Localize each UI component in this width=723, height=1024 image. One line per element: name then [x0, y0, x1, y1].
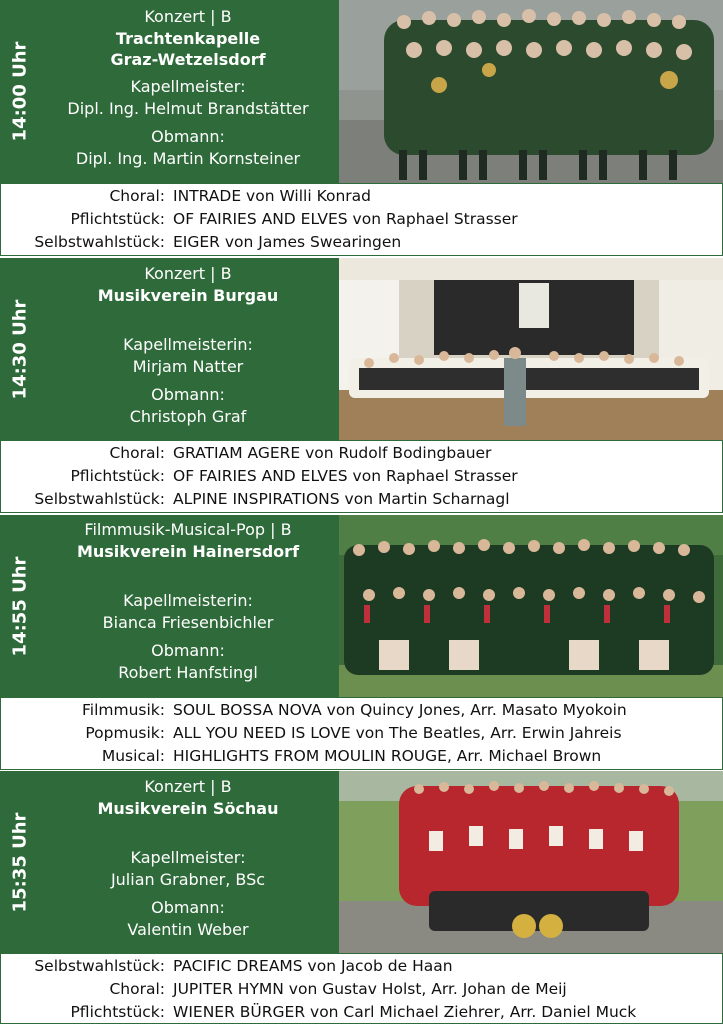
- block-3-role-title-2: Obmann:: [151, 641, 225, 660]
- block-1-rep-row-1: [1, 185, 722, 208]
- block-2-band-photo: [339, 258, 723, 440]
- block-3-band-name: Musikverein Hainersdorf: [76, 542, 300, 561]
- rep-label: Filmmusik:: [81, 701, 165, 719]
- block-3-role-title-1: Kapellmeisterin:: [123, 591, 253, 610]
- block-1-role-title-1: Kapellmeister:: [130, 77, 246, 96]
- rep-value: WIENER BÜRGER von Carl Michael Ziehrer, Arr. Daniel Muck: [173, 1003, 637, 1021]
- block-2-category: Konzert | B: [144, 264, 232, 283]
- block-3-info: [40, 519, 336, 684]
- block-2-time: 14:30 Uhr: [9, 299, 31, 399]
- rep-value: JUPITER HYMN von Gustav Holst, Arr. Johan de Meij: [173, 980, 567, 998]
- block-3-rep-row-3: [1, 745, 722, 768]
- block-4-role-title-2: Obmann:: [151, 898, 225, 917]
- rep-label: Choral:: [109, 187, 165, 205]
- block-3-rep-row-2: [1, 722, 722, 745]
- block-4-band-photo: [339, 771, 723, 953]
- block-2-rep-row-1: [1, 442, 722, 465]
- block-1-band-photo: [339, 0, 723, 183]
- block-2-rep-row-2: [1, 465, 722, 488]
- block-4-rep-row-1: [1, 955, 722, 978]
- block-4-person-2: Valentin Weber: [127, 920, 249, 939]
- rep-value: ALPINE INSPIRATIONS von Martin Scharnagl: [173, 490, 510, 508]
- rep-label: Selbstwahlstück:: [34, 490, 165, 508]
- block-1-repertoire: [0, 183, 723, 256]
- rep-label: Choral:: [109, 444, 165, 462]
- block-4-rep-row-3: [1, 1001, 722, 1024]
- block-1-band-name-line2: Graz-Wetzelsdorf: [110, 50, 266, 69]
- rep-value: OF FAIRIES AND ELVES von Raphael Strasser: [173, 210, 518, 228]
- block-2-person-1: Mirjam Natter: [132, 357, 244, 376]
- block-4-info: [40, 776, 336, 941]
- block-1-info: [40, 6, 336, 170]
- block-4-role-title-1: Kapellmeister:: [130, 848, 246, 867]
- rep-value: ALL YOU NEED IS LOVE von The Beatles, Arr. Erwin Jahreis: [173, 724, 622, 742]
- block-3-band-photo: [339, 515, 723, 697]
- block-1-person-2: Dipl. Ing. Martin Kornsteiner: [75, 149, 301, 168]
- rep-value: EIGER von James Swearingen: [173, 233, 402, 251]
- block-4-time: 15:35 Uhr: [9, 812, 31, 912]
- rep-label: Popmusik:: [85, 724, 165, 742]
- rep-value: OF FAIRIES AND ELVES von Raphael Strasser: [173, 467, 518, 485]
- block-4-category: Konzert | B: [144, 777, 232, 796]
- block-2-band-name: Musikverein Burgau: [97, 286, 279, 305]
- rep-value: HIGHLIGHTS FROM MOULIN ROUGE, Arr. Michael Brown: [173, 747, 602, 765]
- block-1-role-title-2: Obmann:: [151, 127, 225, 146]
- block-3-person-2: Robert Hanfstingl: [118, 663, 258, 682]
- rep-label: Choral:: [109, 980, 165, 998]
- block-3-category: Filmmusik-Musical-Pop | B: [84, 520, 292, 539]
- rep-value: INTRADE von Willi Konrad: [173, 187, 371, 205]
- block-4-person-1: Julian Grabner, BSc: [110, 870, 266, 889]
- block-4-rep-row-2: [1, 978, 722, 1001]
- block-2-repertoire: [0, 440, 723, 513]
- rep-label: Selbstwahlstück:: [34, 957, 165, 975]
- rep-label: Pflichtstück:: [70, 1003, 165, 1021]
- rep-label: Selbstwahlstück:: [34, 233, 165, 251]
- rep-value: SOUL BOSSA NOVA von Quincy Jones, Arr. Masato Myokoin: [173, 701, 627, 719]
- rep-label: Pflichtstück:: [70, 467, 165, 485]
- block-1-rep-row-2: [1, 208, 722, 231]
- rep-label: Pflichtstück:: [70, 210, 165, 228]
- rep-value: PACIFIC DREAMS von Jacob de Haan: [173, 957, 453, 975]
- block-2-info: [40, 263, 336, 428]
- block-2-role-title-1: Kapellmeisterin:: [123, 335, 253, 354]
- rep-label: Musical:: [101, 747, 165, 765]
- block-2-role-title-2: Obmann:: [151, 385, 225, 404]
- block-1-rep-row-3: [1, 231, 722, 254]
- block-1-time: 14:00 Uhr: [9, 41, 31, 142]
- block-3-repertoire: [0, 697, 723, 770]
- block-1-band-name-line1: Trachtenkapelle: [115, 29, 261, 48]
- block-4-repertoire: [0, 953, 723, 1024]
- block-3-time: 14:55 Uhr: [9, 556, 31, 656]
- block-3-person-1: Bianca Friesenbichler: [102, 613, 274, 632]
- rep-value: GRATIAM AGERE von Rudolf Bodingbauer: [173, 444, 492, 462]
- block-1-person-1: Dipl. Ing. Helmut Brandstätter: [67, 99, 309, 118]
- block-1-category: Konzert | B: [144, 7, 232, 26]
- block-2-person-2: Christoph Graf: [129, 407, 247, 426]
- block-3-rep-row-1: [1, 699, 722, 722]
- block-4-band-name: Musikverein Söchau: [97, 799, 279, 818]
- block-2-rep-row-3: [1, 488, 722, 511]
